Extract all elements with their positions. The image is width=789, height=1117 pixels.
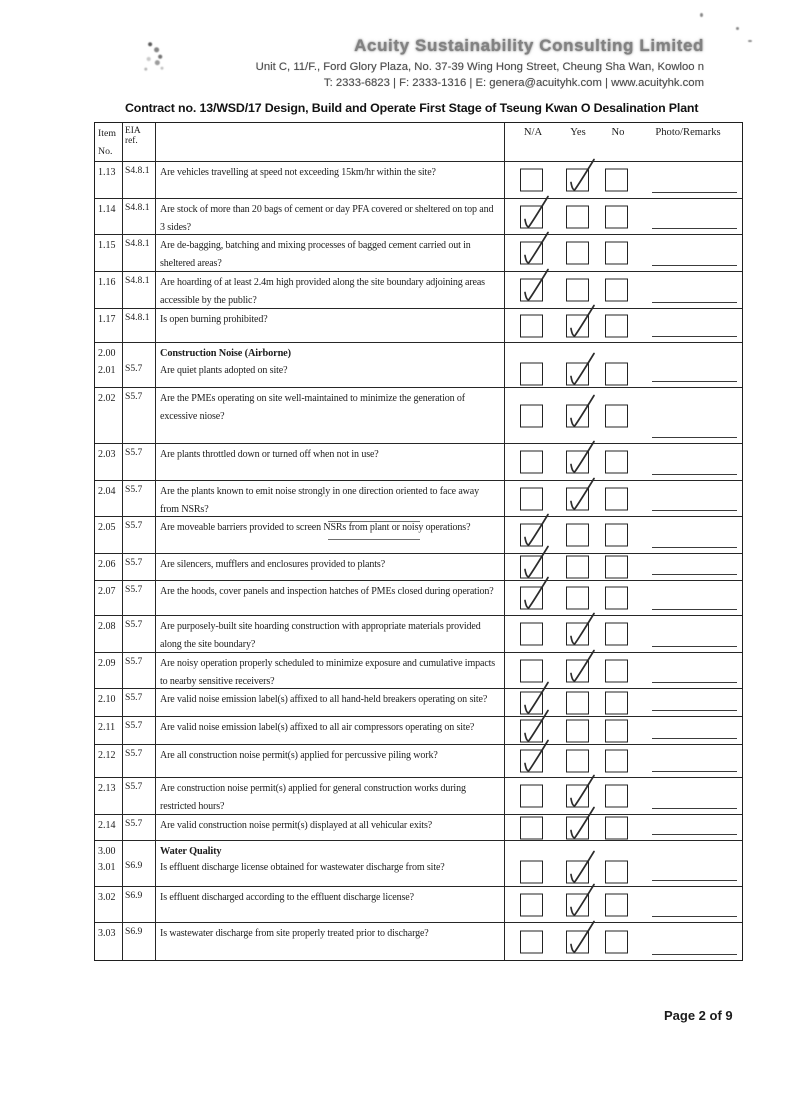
checkbox-na[interactable] [520, 750, 543, 773]
remarks-line[interactable] [652, 916, 737, 917]
checkbox-no[interactable] [605, 623, 628, 646]
checkbox-yes[interactable] [566, 362, 589, 385]
checkbox-yes[interactable] [566, 785, 589, 808]
answer-cell [505, 481, 742, 516]
tick-mark [562, 918, 598, 956]
tick-mark [516, 230, 552, 268]
column-header-item: Item No. [95, 123, 123, 161]
question-text: Water Quality [156, 841, 505, 857]
checkbox-na[interactable] [520, 623, 543, 646]
checkbox-na[interactable] [520, 404, 543, 427]
eia-ref: S4.8.1 [123, 272, 156, 308]
checkbox-no[interactable] [605, 860, 628, 883]
scan-artifact [748, 40, 752, 42]
checkbox-yes[interactable] [566, 556, 589, 579]
remarks-line[interactable] [652, 954, 737, 955]
question-text: Are construction noise permit(s) applied for general construction works during restricted hours? [156, 778, 505, 814]
checkbox-no[interactable] [605, 785, 628, 808]
checkbox-yes[interactable] [566, 314, 589, 337]
remarks-line[interactable] [652, 834, 737, 835]
remarks-line[interactable] [652, 510, 737, 511]
letterhead [130, 36, 704, 91]
checkbox-na[interactable] [520, 893, 543, 916]
checkbox-yes[interactable] [566, 205, 589, 228]
column-header-answers [505, 123, 742, 161]
answer-cell [505, 162, 742, 198]
checkbox-yes[interactable] [566, 524, 589, 547]
question-text: Are de-bagging, batching and mixing processes of bagged cement carried out in sheltered areas? [156, 235, 505, 271]
eia-ref: S6.9 [123, 887, 156, 922]
remarks-line[interactable] [652, 682, 737, 683]
item-no: 2.01 [95, 360, 123, 387]
checklist-row [95, 443, 742, 480]
checklist-row [95, 553, 742, 580]
remarks-line[interactable] [652, 302, 737, 303]
eia-ref [123, 841, 156, 857]
eia-ref: S6.9 [123, 857, 156, 886]
answer-cell [505, 653, 742, 688]
checkbox-na[interactable] [520, 314, 543, 337]
eia-ref: S5.7 [123, 778, 156, 814]
eia-ref: S5.7 [123, 554, 156, 580]
eia-ref: S5.7 [123, 360, 156, 387]
question-text: Are valid construction noise permit(s) displayed at all vehicular exits? [156, 815, 505, 840]
eia-ref: S5.7 [123, 581, 156, 615]
answer-cell [505, 923, 742, 960]
checkbox-yes[interactable] [566, 719, 589, 742]
checklist-row [95, 716, 742, 744]
table-body [95, 161, 742, 960]
item-no: 2.05 [95, 517, 123, 553]
checklist-row [95, 840, 742, 857]
question-text: Is effluent discharged according to the effluent discharge license? [156, 887, 505, 922]
remarks-line[interactable] [652, 880, 737, 881]
checkbox-no[interactable] [605, 404, 628, 427]
page-number: Page 2 of 9 [664, 1008, 733, 1023]
answer-cell [505, 309, 742, 342]
checklist-row [95, 886, 742, 922]
answer-cell [505, 444, 742, 480]
column-header-eia: EIA ref. [123, 123, 156, 161]
tick-mark [562, 881, 598, 919]
checkbox-no[interactable] [605, 691, 628, 714]
checkbox-yes[interactable] [566, 242, 589, 265]
remarks-line[interactable] [652, 474, 737, 475]
table-header-row [95, 123, 742, 161]
checkbox-yes[interactable] [566, 487, 589, 510]
checkbox-yes[interactable] [566, 279, 589, 302]
answer-cell [505, 616, 742, 652]
checkbox-yes[interactable] [566, 451, 589, 474]
checkbox-na[interactable] [520, 524, 543, 547]
checkbox-na[interactable] [520, 930, 543, 953]
item-no: 2.13 [95, 778, 123, 814]
checkbox-yes[interactable] [566, 587, 589, 610]
question-text: Is effluent discharge license obtained for wastewater discharge from site? [156, 857, 505, 886]
checkbox-na[interactable] [520, 556, 543, 579]
column-header-yes: Yes [570, 127, 586, 138]
answer-cell [505, 581, 742, 615]
answer-cell [505, 857, 742, 886]
answer-cell [505, 272, 742, 308]
checkbox-yes[interactable] [566, 893, 589, 916]
item-no: 1.16 [95, 272, 123, 308]
item-no: 1.13 [95, 162, 123, 198]
checkbox-no[interactable] [605, 524, 628, 547]
checklist-row [95, 615, 742, 652]
question-text: Are moveable barriers provided to screen NSRs from plant or noisy operations? [156, 517, 505, 553]
checklist-row [95, 161, 742, 198]
answer-cell [505, 689, 742, 716]
item-no: 1.17 [95, 309, 123, 342]
tick-mark [562, 157, 598, 195]
item-no: 2.11 [95, 717, 123, 744]
question-text: Construction Noise (Airborne) [156, 343, 505, 360]
question-text: Are valid noise emission label(s) affixed to all hand-held breakers operating on site? [156, 689, 505, 716]
remarks-line[interactable] [652, 265, 737, 266]
eia-ref: S5.7 [123, 616, 156, 652]
remarks-line[interactable] [652, 609, 737, 610]
company-contact: T: 2333-6823 | F: 2333-1316 | E: genera@acuityhk.com | www.acuityhk.com [323, 77, 704, 89]
checklist-row [95, 198, 742, 234]
tick-mark [562, 475, 598, 513]
eia-ref: S4.8.1 [123, 162, 156, 198]
checkbox-no[interactable] [605, 930, 628, 953]
checkbox-yes[interactable] [566, 691, 589, 714]
checklist-row [95, 777, 742, 814]
checkbox-na[interactable] [520, 691, 543, 714]
checkbox-yes[interactable] [566, 659, 589, 682]
checklist-row [95, 688, 742, 716]
checkbox-na[interactable] [520, 785, 543, 808]
checkbox-na[interactable] [520, 169, 543, 192]
eia-ref [123, 343, 156, 360]
item-no: 3.02 [95, 887, 123, 922]
item-no: 3.01 [95, 857, 123, 886]
remarks-line[interactable] [652, 381, 737, 382]
eia-ref: S5.7 [123, 745, 156, 777]
tick-mark [516, 193, 552, 231]
remarks-line[interactable] [652, 547, 737, 548]
item-no: 2.02 [95, 388, 123, 443]
item-no: 1.15 [95, 235, 123, 271]
checkbox-yes[interactable] [566, 404, 589, 427]
item-no: 2.08 [95, 616, 123, 652]
column-header-question [156, 123, 505, 161]
question-text: Are the plants known to emit noise strongly in one direction oriented to face away from NSRs? [156, 481, 505, 516]
checkbox-yes[interactable] [566, 623, 589, 646]
checkbox-no[interactable] [605, 451, 628, 474]
remarks-line[interactable] [652, 437, 737, 438]
checkbox-no[interactable] [605, 242, 628, 265]
checkbox-na[interactable] [520, 451, 543, 474]
checklist-row [95, 308, 742, 342]
checkbox-yes[interactable] [566, 750, 589, 773]
remarks-line[interactable] [652, 336, 737, 337]
checklist-row [95, 922, 742, 960]
question-text: Are silencers, mufflers and enclosures provided to plants? [156, 554, 505, 580]
eia-ref: S5.7 [123, 689, 156, 716]
remarks-line[interactable] [652, 574, 737, 575]
checklist-row [95, 652, 742, 688]
question-text: Are vehicles travelling at speed not exceeding 15km/hr within the site? [156, 162, 505, 198]
checkbox-yes[interactable] [566, 816, 589, 839]
remarks-line[interactable] [652, 710, 737, 711]
checklist-table [94, 122, 743, 961]
checkbox-no[interactable] [605, 719, 628, 742]
eia-ref: S5.7 [123, 444, 156, 480]
checkbox-yes[interactable] [566, 860, 589, 883]
question-text: Are plants throttled down or turned off when not in use? [156, 444, 505, 480]
checklist-row [95, 360, 742, 387]
question-text: Are hoarding of at least 2.4m high provided along the site boundary adjoining areas accessible by the public? [156, 272, 505, 308]
eia-ref: S4.8.1 [123, 199, 156, 234]
answer-cell [505, 517, 742, 553]
checklist-row [95, 580, 742, 615]
tick-mark [562, 439, 598, 477]
question-text: Are the hoods, cover panels and inspection hatches of PMEs closed during operation? [156, 581, 505, 615]
checkbox-no[interactable] [605, 587, 628, 610]
tick-mark [516, 738, 552, 776]
item-no: 2.07 [95, 581, 123, 615]
question-text: Is open burning prohibited? [156, 309, 505, 342]
eia-ref: S5.7 [123, 815, 156, 840]
checkbox-na[interactable] [520, 587, 543, 610]
scan-artifact [328, 539, 420, 540]
eia-ref: S5.7 [123, 517, 156, 553]
checkbox-na[interactable] [520, 242, 543, 265]
checklist-row [95, 271, 742, 308]
answer-cell [505, 554, 742, 580]
checklist-row [95, 234, 742, 271]
item-no: 2.03 [95, 444, 123, 480]
tick-mark [516, 575, 552, 613]
checkbox-na[interactable] [520, 719, 543, 742]
checkbox-no[interactable] [605, 816, 628, 839]
item-no: 2.12 [95, 745, 123, 777]
checkbox-no[interactable] [605, 362, 628, 385]
question-text: Are quiet plants adopted on site? [156, 360, 505, 387]
tick-mark [562, 773, 598, 811]
checkbox-yes[interactable] [566, 930, 589, 953]
eia-ref: S4.8.1 [123, 235, 156, 271]
item-no: 2.06 [95, 554, 123, 580]
checkbox-no[interactable] [605, 279, 628, 302]
checkbox-na[interactable] [520, 659, 543, 682]
company-address: Unit C, 11/F., Ford Glory Plaza, No. 37-39 Wing Hong Street, Cheung Sha Wan, Kowloo n [255, 61, 704, 73]
checkbox-no[interactable] [605, 556, 628, 579]
item-no: 3.03 [95, 923, 123, 960]
item-no: 2.14 [95, 815, 123, 840]
item-no: 2.10 [95, 689, 123, 716]
answer-cell [505, 778, 742, 814]
checkbox-no[interactable] [605, 750, 628, 773]
tick-mark [562, 647, 598, 685]
checkbox-no[interactable] [605, 169, 628, 192]
tick-mark [516, 267, 552, 305]
tick-mark [516, 512, 552, 550]
checklist-row [95, 814, 742, 840]
tick-mark [562, 302, 598, 340]
checklist-row [95, 387, 742, 443]
remarks-line[interactable] [652, 738, 737, 739]
eia-ref: S5.7 [123, 653, 156, 688]
question-text: Are purposely-built site hoarding construction with appropriate materials provided along the site boundary? [156, 616, 505, 652]
question-text: Are noisy operation properly scheduled to minimize exposure and cumulative impacts to nearby sensitive receivers? [156, 653, 505, 688]
answer-cell [505, 815, 742, 840]
item-no: 3.00 [95, 841, 123, 857]
checkbox-no[interactable] [605, 893, 628, 916]
item-no: 2.09 [95, 653, 123, 688]
answer-cell [505, 841, 742, 857]
item-no: 2.00 [95, 343, 123, 360]
item-no: 1.14 [95, 199, 123, 234]
checklist-row [95, 516, 742, 553]
eia-ref: S4.8.1 [123, 309, 156, 342]
eia-ref: S6.9 [123, 923, 156, 960]
checkbox-na[interactable] [520, 205, 543, 228]
remarks-line[interactable] [652, 192, 737, 193]
checklist-row [95, 857, 742, 886]
checkbox-na[interactable] [520, 816, 543, 839]
checklist-row [95, 744, 742, 777]
answer-cell [505, 388, 742, 443]
scan-artifact [700, 13, 703, 17]
answer-cell [505, 887, 742, 922]
question-text: Are the PMEs operating on site well-maintained to minimize the generation of excessive niose? [156, 388, 505, 443]
checkbox-na[interactable] [520, 487, 543, 510]
document-title: Contract no. 13/WSD/17 Design, Build and Operate First Stage of Tseung Kwan O Desalination Plant [125, 101, 699, 115]
checkbox-na[interactable] [520, 362, 543, 385]
column-header-no: No [611, 127, 625, 138]
remarks-line[interactable] [652, 808, 737, 809]
remarks-line[interactable] [652, 771, 737, 772]
item-no: 2.04 [95, 481, 123, 516]
answer-cell [505, 360, 742, 387]
question-text: Is wastewater discharge from site properly treated prior to discharge? [156, 923, 505, 960]
eia-ref: S5.7 [123, 717, 156, 744]
answer-cell [505, 717, 742, 744]
answer-cell [505, 199, 742, 234]
checkbox-no[interactable] [605, 487, 628, 510]
answer-cell [505, 343, 742, 360]
answer-cell [505, 745, 742, 777]
checkbox-no[interactable] [605, 205, 628, 228]
checkbox-no[interactable] [605, 314, 628, 337]
checkbox-no[interactable] [605, 659, 628, 682]
answer-cell [505, 235, 742, 271]
checkbox-na[interactable] [520, 860, 543, 883]
tick-mark [562, 611, 598, 649]
eia-ref: S5.7 [123, 481, 156, 516]
checklist-row [95, 342, 742, 360]
checkbox-na[interactable] [520, 279, 543, 302]
remarks-line[interactable] [652, 646, 737, 647]
scan-artifact [736, 27, 739, 30]
column-header-na: N/A [523, 127, 543, 138]
question-text: Are valid noise emission label(s) affixed to all air compressors operating on site? [156, 717, 505, 744]
question-text: Are stock of more than 20 bags of cement or day PFA covered or sheltered on top and 3 sides? [156, 199, 505, 234]
column-header-remarks: Photo/Remarks [655, 127, 721, 138]
eia-ref: S5.7 [123, 388, 156, 443]
question-text: Are all construction noise permit(s) applied for percussive piling work? [156, 745, 505, 777]
checkbox-yes[interactable] [566, 169, 589, 192]
checklist-row [95, 480, 742, 516]
tick-mark [562, 392, 598, 430]
company-name: Acuity Sustainability Consulting Limited [354, 36, 704, 55]
remarks-line[interactable] [652, 228, 737, 229]
